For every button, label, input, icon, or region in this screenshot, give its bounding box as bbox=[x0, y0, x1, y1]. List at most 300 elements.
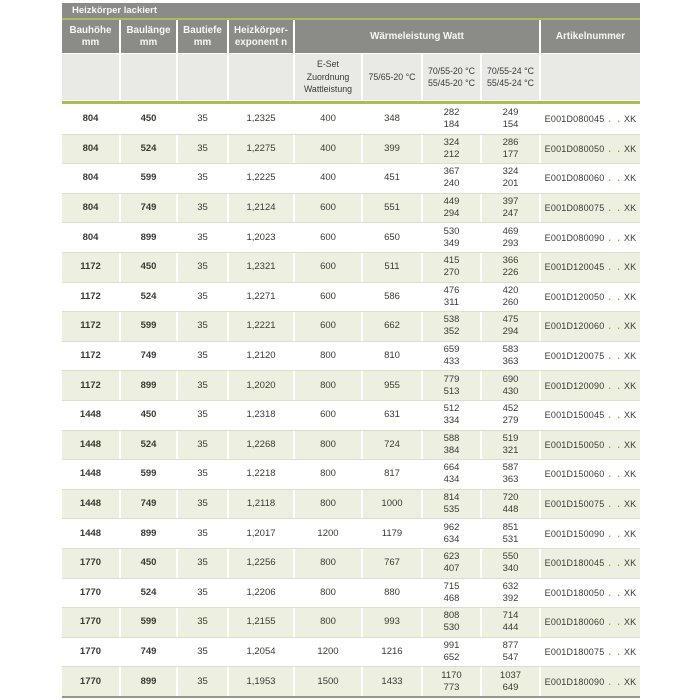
header-baulaenge: Baulänge mm bbox=[121, 20, 176, 53]
cell-exponent: 1,2321 bbox=[229, 253, 293, 282]
artikel-dots-separator: . . bbox=[608, 380, 622, 391]
table-row bbox=[62, 193, 640, 223]
cell-watt-7565: 662 bbox=[363, 312, 421, 341]
cell-exponent: 1,2155 bbox=[229, 608, 293, 637]
watt-value-line: 714 bbox=[502, 610, 519, 622]
cell-eset-watt: 400 bbox=[295, 104, 361, 134]
cell-watt-7055-24 bbox=[482, 253, 539, 282]
artikel-suffix: XK bbox=[623, 351, 637, 362]
watt-value-line: 286 bbox=[502, 136, 519, 148]
cell-watt-7055-20 bbox=[423, 194, 480, 223]
table-row bbox=[62, 163, 640, 193]
cell-exponent: 1,2268 bbox=[229, 431, 293, 460]
cell-exponent: 1,1953 bbox=[229, 667, 293, 696]
cell-bauhoehe: 804 bbox=[62, 135, 119, 164]
artikel-suffix: XK bbox=[623, 439, 637, 450]
artikel-suffix: XK bbox=[623, 528, 637, 539]
cell-watt-7565: 551 bbox=[363, 194, 421, 223]
artikel-code: E001D150060 bbox=[544, 469, 605, 480]
watt-value-line: 279 bbox=[502, 415, 519, 427]
watt-value-line: 1037 bbox=[499, 669, 522, 681]
watt-value-line: 664 bbox=[443, 462, 460, 474]
cell-eset-watt: 600 bbox=[295, 283, 361, 312]
artikel-code: E001D120045 bbox=[544, 262, 605, 273]
cell-baulaenge: 450 bbox=[121, 253, 176, 282]
table-bottom-border bbox=[62, 696, 640, 698]
cell-baulaenge: 749 bbox=[121, 638, 176, 667]
cell-exponent: 1,2020 bbox=[229, 371, 293, 400]
cell-baulaenge: 899 bbox=[121, 371, 176, 400]
artikel-code: E001D080045 bbox=[544, 113, 605, 124]
artikel-dots-separator: . . bbox=[608, 173, 622, 184]
watt-value-line: 311 bbox=[443, 296, 460, 308]
artikel-dots-separator: . . bbox=[608, 617, 622, 628]
artikel-code: E001D180090 bbox=[544, 676, 605, 687]
subheader-empty-bautiefe bbox=[178, 54, 227, 100]
watt-value-line: 531 bbox=[502, 533, 519, 545]
cell-artikelnummer bbox=[541, 401, 640, 430]
artikel-code: E001D180045 bbox=[544, 558, 605, 569]
watt-value-line: 407 bbox=[443, 563, 460, 575]
watt-value-line: 420 bbox=[502, 284, 519, 296]
cell-watt-7055-24 bbox=[482, 519, 539, 548]
watt-value-line: 294 bbox=[502, 326, 519, 338]
watt-value-line: 177 bbox=[502, 148, 519, 160]
cell-baulaenge: 524 bbox=[121, 431, 176, 460]
cell-eset-watt: 1200 bbox=[295, 519, 361, 548]
watt-value-line: 583 bbox=[502, 344, 519, 356]
cell-bauhoehe: 804 bbox=[62, 194, 119, 223]
watt-value-line: 324 bbox=[502, 166, 519, 178]
artikel-dots-separator: . . bbox=[608, 351, 622, 362]
watt-value-line: 547 bbox=[502, 651, 519, 663]
table-row bbox=[62, 548, 640, 578]
cell-watt-7055-20 bbox=[423, 283, 480, 312]
header-row-main bbox=[62, 20, 640, 53]
cell-bautiefe: 35 bbox=[178, 104, 227, 134]
cell-watt-7055-20 bbox=[423, 579, 480, 608]
cell-watt-7055-24 bbox=[482, 490, 539, 519]
cell-artikelnummer bbox=[541, 164, 640, 193]
watt-value-line: 349 bbox=[443, 237, 460, 249]
subheader-empty-artikel bbox=[541, 54, 640, 100]
cell-watt-7055-24 bbox=[482, 460, 539, 489]
cell-eset-watt: 800 bbox=[295, 608, 361, 637]
table-row bbox=[62, 370, 640, 400]
watt-value-line: 448 bbox=[502, 504, 519, 516]
cell-exponent: 1,2118 bbox=[229, 490, 293, 519]
artikel-suffix: XK bbox=[623, 469, 637, 480]
cell-artikelnummer bbox=[541, 135, 640, 164]
watt-value-line: 384 bbox=[443, 444, 460, 456]
table-row bbox=[62, 400, 640, 430]
cell-watt-7055-20 bbox=[423, 371, 480, 400]
cell-bauhoehe: 804 bbox=[62, 164, 119, 193]
cell-watt-7055-24 bbox=[482, 342, 539, 371]
cell-watt-7055-20 bbox=[423, 608, 480, 637]
cell-bautiefe: 35 bbox=[178, 312, 227, 341]
watt-value-line: 773 bbox=[443, 681, 460, 693]
cell-eset-watt: 400 bbox=[295, 164, 361, 193]
cell-bautiefe: 35 bbox=[178, 401, 227, 430]
cell-baulaenge: 599 bbox=[121, 312, 176, 341]
table-row bbox=[62, 134, 640, 164]
watt-value-line: 367 bbox=[443, 166, 460, 178]
cell-exponent: 1,2023 bbox=[229, 223, 293, 252]
cell-watt-7565: 810 bbox=[363, 342, 421, 371]
artikel-dots-separator: . . bbox=[608, 558, 622, 569]
artikel-dots-separator: . . bbox=[608, 203, 622, 214]
cell-exponent: 1,2225 bbox=[229, 164, 293, 193]
cell-artikelnummer bbox=[541, 253, 640, 282]
artikel-code: E001D150045 bbox=[544, 410, 605, 421]
artikel-suffix: XK bbox=[623, 587, 637, 598]
cell-watt-7055-24 bbox=[482, 164, 539, 193]
cell-artikelnummer bbox=[541, 371, 640, 400]
header-exponent: Heizkörper- exponent n bbox=[229, 20, 293, 53]
cell-bautiefe: 35 bbox=[178, 460, 227, 489]
watt-value-line: 469 bbox=[502, 225, 519, 237]
watt-value-line: 397 bbox=[502, 196, 519, 208]
artikel-suffix: XK bbox=[623, 143, 637, 154]
cell-exponent: 1,2054 bbox=[229, 638, 293, 667]
cell-watt-7055-24 bbox=[482, 312, 539, 341]
artikel-dots-separator: . . bbox=[608, 291, 622, 302]
cell-bauhoehe: 1770 bbox=[62, 608, 119, 637]
cell-watt-7565: 451 bbox=[363, 164, 421, 193]
cell-exponent: 1,2124 bbox=[229, 194, 293, 223]
watt-value-line: 363 bbox=[502, 474, 519, 486]
watt-value-line: 808 bbox=[443, 610, 460, 622]
cell-eset-watt: 1500 bbox=[295, 667, 361, 696]
watt-value-line: 154 bbox=[502, 118, 519, 130]
artikel-code: E001D150090 bbox=[544, 528, 605, 539]
cell-bautiefe: 35 bbox=[178, 164, 227, 193]
artikel-suffix: XK bbox=[623, 203, 637, 214]
cell-watt-7055-24 bbox=[482, 194, 539, 223]
cell-watt-7055-20 bbox=[423, 401, 480, 430]
watt-value-line: 293 bbox=[502, 237, 519, 249]
cell-eset-watt: 600 bbox=[295, 223, 361, 252]
subheader-7565-20: 75/65-20 °C bbox=[363, 54, 421, 100]
artikel-suffix: XK bbox=[623, 380, 637, 391]
cell-eset-watt: 800 bbox=[295, 490, 361, 519]
cell-watt-7565: 993 bbox=[363, 608, 421, 637]
artikel-code: E001D150050 bbox=[544, 439, 605, 450]
cell-eset-watt: 800 bbox=[295, 342, 361, 371]
cell-bauhoehe: 1448 bbox=[62, 490, 119, 519]
cell-artikelnummer bbox=[541, 194, 640, 223]
watt-value-line: 652 bbox=[443, 651, 460, 663]
cell-exponent: 1,2318 bbox=[229, 401, 293, 430]
watt-value-line: 249 bbox=[502, 106, 519, 118]
watt-value-line: 623 bbox=[443, 551, 460, 563]
cell-watt-7565: 650 bbox=[363, 223, 421, 252]
cell-bautiefe: 35 bbox=[178, 283, 227, 312]
cell-bauhoehe: 1172 bbox=[62, 312, 119, 341]
artikel-dots-separator: . . bbox=[608, 232, 622, 243]
artikel-code: E001D180050 bbox=[544, 587, 605, 598]
artikel-dots-separator: . . bbox=[608, 499, 622, 510]
cell-eset-watt: 800 bbox=[295, 371, 361, 400]
cell-eset-watt: 400 bbox=[295, 135, 361, 164]
cell-watt-7055-20 bbox=[423, 460, 480, 489]
cell-artikelnummer bbox=[541, 667, 640, 696]
table-title-bar bbox=[62, 3, 640, 18]
cell-watt-7055-24 bbox=[482, 371, 539, 400]
artikel-suffix: XK bbox=[623, 113, 637, 124]
cell-watt-7055-20 bbox=[423, 104, 480, 134]
artikel-dots-separator: . . bbox=[608, 143, 622, 154]
subheader-empty-bauhoehe bbox=[62, 54, 119, 100]
cell-bauhoehe: 1172 bbox=[62, 371, 119, 400]
cell-bautiefe: 35 bbox=[178, 194, 227, 223]
table-row bbox=[62, 311, 640, 341]
artikel-code: E001D080075 bbox=[544, 203, 605, 214]
artikel-dots-separator: . . bbox=[608, 113, 622, 124]
cell-watt-7565: 399 bbox=[363, 135, 421, 164]
watt-value-line: 434 bbox=[443, 474, 460, 486]
watt-value-line: 851 bbox=[502, 521, 519, 533]
cell-watt-7565: 511 bbox=[363, 253, 421, 282]
cell-bautiefe: 35 bbox=[178, 371, 227, 400]
cell-watt-7055-20 bbox=[423, 135, 480, 164]
artikel-suffix: XK bbox=[623, 291, 637, 302]
cell-baulaenge: 899 bbox=[121, 519, 176, 548]
cell-artikelnummer bbox=[541, 460, 640, 489]
cell-bautiefe: 35 bbox=[178, 253, 227, 282]
cell-eset-watt: 800 bbox=[295, 579, 361, 608]
cell-artikelnummer bbox=[541, 579, 640, 608]
header-group-waermeleistung: Wärmeleistung Watt bbox=[295, 20, 539, 53]
cell-bauhoehe: 1172 bbox=[62, 253, 119, 282]
cell-baulaenge: 524 bbox=[121, 579, 176, 608]
watt-value-line: 294 bbox=[443, 208, 460, 220]
cell-artikelnummer bbox=[541, 283, 640, 312]
watt-value-line: 449 bbox=[443, 196, 460, 208]
cell-artikelnummer bbox=[541, 312, 640, 341]
cell-bauhoehe: 1770 bbox=[62, 667, 119, 696]
cell-watt-7055-24 bbox=[482, 401, 539, 430]
watt-value-line: 550 bbox=[502, 551, 519, 563]
watt-value-line: 468 bbox=[443, 592, 460, 604]
watt-value-line: 184 bbox=[443, 118, 460, 130]
watt-value-line: 632 bbox=[502, 580, 519, 592]
cell-baulaenge: 599 bbox=[121, 460, 176, 489]
watt-value-line: 476 bbox=[443, 284, 460, 296]
watt-value-line: 991 bbox=[443, 639, 460, 651]
artikel-dots-separator: . . bbox=[608, 646, 622, 657]
table-body bbox=[62, 104, 640, 696]
artikel-code: E001D080090 bbox=[544, 232, 605, 243]
table-row bbox=[62, 282, 640, 312]
watt-value-line: 392 bbox=[502, 592, 519, 604]
cell-bautiefe: 35 bbox=[178, 431, 227, 460]
cell-eset-watt: 800 bbox=[295, 431, 361, 460]
cell-eset-watt: 600 bbox=[295, 253, 361, 282]
cell-bautiefe: 35 bbox=[178, 579, 227, 608]
cell-baulaenge: 599 bbox=[121, 164, 176, 193]
watt-value-line: 535 bbox=[443, 504, 460, 516]
cell-watt-7565: 880 bbox=[363, 579, 421, 608]
cell-watt-7565: 1433 bbox=[363, 667, 421, 696]
artikel-suffix: XK bbox=[623, 262, 637, 273]
cell-baulaenge: 749 bbox=[121, 342, 176, 371]
cell-watt-7055-20 bbox=[423, 164, 480, 193]
watt-value-line: 588 bbox=[443, 432, 460, 444]
watt-value-line: 634 bbox=[443, 533, 460, 545]
cell-artikelnummer bbox=[541, 223, 640, 252]
watt-value-line: 690 bbox=[502, 373, 519, 385]
artikel-suffix: XK bbox=[623, 646, 637, 657]
cell-watt-7055-24 bbox=[482, 135, 539, 164]
cell-watt-7565: 724 bbox=[363, 431, 421, 460]
cell-watt-7565: 1216 bbox=[363, 638, 421, 667]
watt-value-line: 240 bbox=[443, 178, 460, 190]
watt-value-line: 270 bbox=[443, 267, 460, 279]
cell-bautiefe: 35 bbox=[178, 519, 227, 548]
cell-bauhoehe: 804 bbox=[62, 104, 119, 134]
watt-value-line: 247 bbox=[502, 208, 519, 220]
artikel-suffix: XK bbox=[623, 676, 637, 687]
table-row bbox=[62, 637, 640, 667]
artikel-dots-separator: . . bbox=[608, 676, 622, 687]
cell-baulaenge: 450 bbox=[121, 549, 176, 578]
table-row bbox=[62, 430, 640, 460]
watt-value-line: 352 bbox=[443, 326, 460, 338]
cell-watt-7565: 817 bbox=[363, 460, 421, 489]
cell-bauhoehe: 1448 bbox=[62, 460, 119, 489]
cell-watt-7565: 1000 bbox=[363, 490, 421, 519]
cell-artikelnummer bbox=[541, 638, 640, 667]
artikel-code: E001D080060 bbox=[544, 173, 605, 184]
cell-bautiefe: 35 bbox=[178, 608, 227, 637]
artikel-suffix: XK bbox=[623, 410, 637, 421]
watt-value-line: 530 bbox=[443, 225, 460, 237]
cell-eset-watt: 800 bbox=[295, 549, 361, 578]
cell-watt-7055-20 bbox=[423, 638, 480, 667]
cell-bauhoehe: 1172 bbox=[62, 283, 119, 312]
artikel-suffix: XK bbox=[623, 558, 637, 569]
cell-exponent: 1,2218 bbox=[229, 460, 293, 489]
header-row-sub bbox=[62, 54, 640, 100]
cell-bautiefe: 35 bbox=[178, 135, 227, 164]
cell-artikelnummer bbox=[541, 519, 640, 548]
watt-value-line: 1170 bbox=[441, 669, 462, 681]
watt-value-line: 720 bbox=[502, 492, 519, 504]
cell-watt-7055-20 bbox=[423, 490, 480, 519]
cell-baulaenge: 749 bbox=[121, 490, 176, 519]
watt-value-line: 260 bbox=[502, 296, 519, 308]
header-bauhoehe: Bauhöhe mm bbox=[62, 20, 119, 53]
watt-value-line: 321 bbox=[502, 444, 519, 456]
cell-bauhoehe: 1770 bbox=[62, 549, 119, 578]
cell-watt-7565: 631 bbox=[363, 401, 421, 430]
cell-bauhoehe: 1448 bbox=[62, 401, 119, 430]
cell-exponent: 1,2325 bbox=[229, 104, 293, 134]
watt-value-line: 324 bbox=[443, 136, 460, 148]
cell-watt-7055-20 bbox=[423, 223, 480, 252]
header-artikelnummer: Artikelnummer bbox=[541, 20, 640, 53]
cell-watt-7055-20 bbox=[423, 342, 480, 371]
watt-value-line: 779 bbox=[443, 373, 460, 385]
artikel-dots-separator: . . bbox=[608, 587, 622, 598]
cell-watt-7055-24 bbox=[482, 283, 539, 312]
cell-bauhoehe: 804 bbox=[62, 223, 119, 252]
artikel-code: E001D120060 bbox=[544, 321, 605, 332]
cell-artikelnummer bbox=[541, 608, 640, 637]
artikel-suffix: XK bbox=[623, 617, 637, 628]
watt-value-line: 814 bbox=[443, 492, 460, 504]
watt-value-line: 334 bbox=[443, 415, 460, 427]
cell-watt-7055-24 bbox=[482, 638, 539, 667]
cell-bautiefe: 35 bbox=[178, 342, 227, 371]
watt-value-line: 340 bbox=[502, 563, 519, 575]
subheader-empty-baulaenge bbox=[121, 54, 176, 100]
watt-value-line: 430 bbox=[502, 385, 519, 397]
table-row bbox=[62, 518, 640, 548]
watt-value-line: 363 bbox=[502, 356, 519, 368]
watt-value-line: 659 bbox=[443, 344, 460, 356]
watt-value-line: 201 bbox=[502, 178, 519, 190]
artikel-dots-separator: . . bbox=[608, 528, 622, 539]
cell-eset-watt: 600 bbox=[295, 194, 361, 223]
table-title: Heizkörper lackiert bbox=[72, 5, 158, 16]
watt-value-line: 538 bbox=[443, 314, 460, 326]
cell-bautiefe: 35 bbox=[178, 223, 227, 252]
cell-eset-watt: 1200 bbox=[295, 638, 361, 667]
cell-exponent: 1,2256 bbox=[229, 549, 293, 578]
watt-value-line: 415 bbox=[443, 255, 460, 267]
cell-baulaenge: 749 bbox=[121, 194, 176, 223]
radiator-spec-table bbox=[62, 3, 640, 698]
watt-value-line: 226 bbox=[502, 267, 519, 279]
artikel-code: E001D120075 bbox=[544, 351, 605, 362]
cell-watt-7055-24 bbox=[482, 667, 539, 696]
artikel-code: E001D180075 bbox=[544, 646, 605, 657]
table-row bbox=[62, 104, 640, 134]
cell-exponent: 1,2206 bbox=[229, 579, 293, 608]
cell-artikelnummer bbox=[541, 549, 640, 578]
artikel-code: E001D150075 bbox=[544, 499, 605, 510]
table-row bbox=[62, 489, 640, 519]
cell-bauhoehe: 1448 bbox=[62, 431, 119, 460]
cell-artikelnummer bbox=[541, 342, 640, 371]
cell-watt-7565: 955 bbox=[363, 371, 421, 400]
watt-value-line: 433 bbox=[443, 356, 460, 368]
artikel-code: E001D180060 bbox=[544, 617, 605, 628]
artikel-suffix: XK bbox=[623, 321, 637, 332]
watt-value-line: 649 bbox=[502, 681, 519, 693]
watt-value-line: 452 bbox=[502, 403, 519, 415]
cell-bauhoehe: 1770 bbox=[62, 638, 119, 667]
cell-watt-7565: 1179 bbox=[363, 519, 421, 548]
artikel-code: E001D080050 bbox=[544, 143, 605, 154]
cell-watt-7055-24 bbox=[482, 104, 539, 134]
table-row bbox=[62, 666, 640, 696]
cell-watt-7055-24 bbox=[482, 608, 539, 637]
table-row bbox=[62, 578, 640, 608]
watt-value-line: 962 bbox=[443, 521, 460, 533]
watt-value-line: 282 bbox=[443, 106, 460, 118]
artikel-suffix: XK bbox=[623, 499, 637, 510]
cell-watt-7055-20 bbox=[423, 549, 480, 578]
cell-artikelnummer bbox=[541, 104, 640, 134]
cell-bautiefe: 35 bbox=[178, 549, 227, 578]
cell-baulaenge: 450 bbox=[121, 104, 176, 134]
cell-watt-7055-24 bbox=[482, 579, 539, 608]
cell-watt-7055-24 bbox=[482, 549, 539, 578]
